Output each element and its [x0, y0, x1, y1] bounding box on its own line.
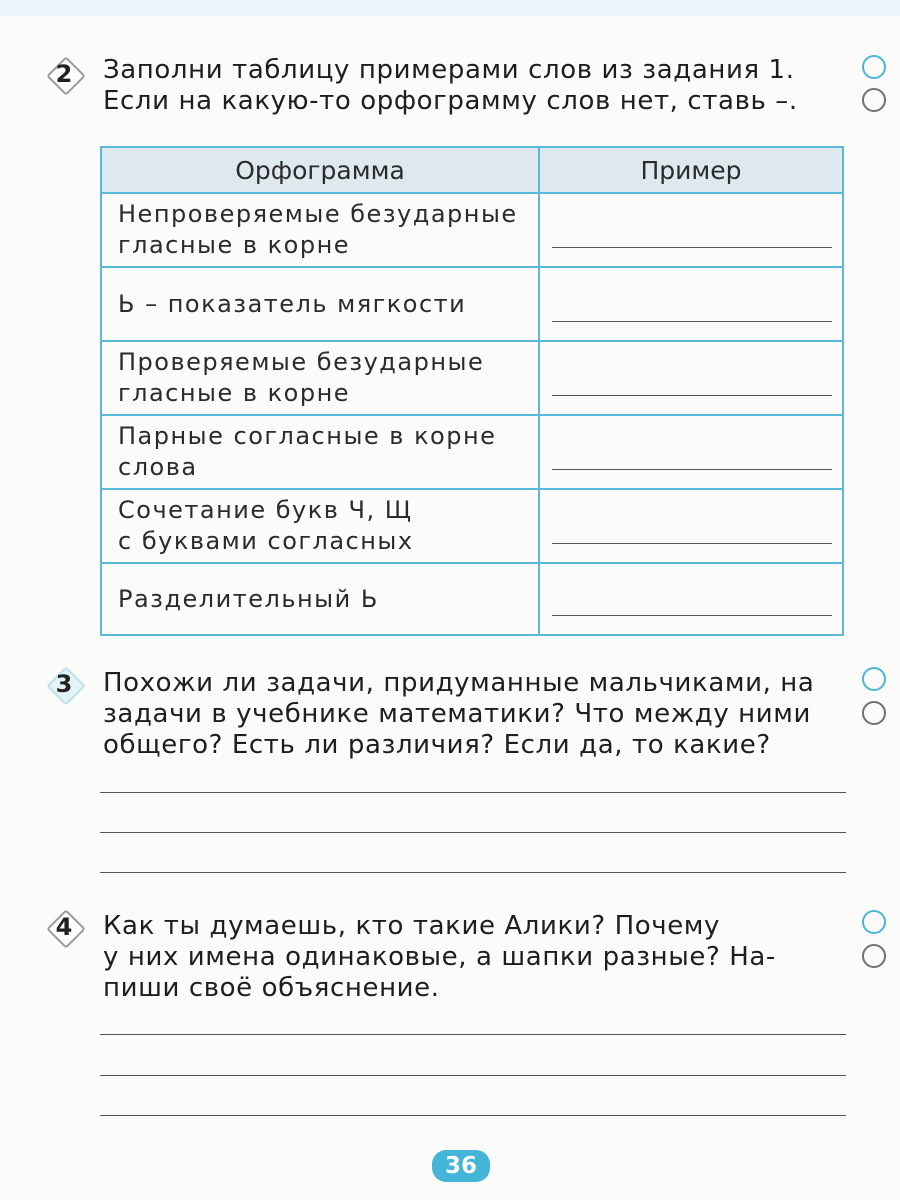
row-label-line: гласные в корне: [118, 379, 351, 407]
answer-line: [552, 615, 832, 616]
task-2-line-2: Если на какую-то орфограмму слов нет, ставь –.: [103, 86, 798, 116]
spelling-table: [100, 146, 844, 636]
top-strip: [0, 0, 900, 16]
table-row-label: [102, 490, 540, 564]
self-check-circle-blue[interactable]: [862, 667, 886, 691]
row-label-line: Ь – показатель мягкости: [118, 289, 467, 318]
self-check-circle-grey[interactable]: [862, 701, 886, 725]
task-4-line-2: у них имена одинаковые, а шапки разные? На-: [103, 942, 776, 972]
answer-line: [552, 543, 832, 544]
writing-line[interactable]: [100, 1075, 846, 1076]
table-header-example: Пример: [540, 148, 842, 194]
task-number-badge: [47, 910, 81, 944]
task-4-text: [103, 911, 845, 1004]
answer-line: [552, 247, 832, 248]
row-label-line: Парные согласные в корне: [118, 422, 497, 450]
task-2-line-1: Заполни таблицу примерами слов из задания 1.: [103, 55, 795, 85]
task-3-line-1: Похожи ли задачи, придуманные мальчиками, на: [103, 668, 815, 698]
table-answer-cell[interactable]: [540, 268, 842, 342]
page-number: 36: [432, 1150, 490, 1182]
task-number: 3: [55, 670, 73, 698]
table-answer-cell[interactable]: [540, 416, 842, 490]
task-3-text: [103, 668, 845, 761]
task-3-line-3: общего? Есть ли различия? Если да, то какие?: [103, 730, 771, 760]
table-answer-cell[interactable]: [540, 342, 842, 416]
task-4-line-1: Как ты думаешь, кто такие Алики? Почему: [103, 911, 720, 941]
table-row-label: [102, 416, 540, 490]
table-row-label: [102, 194, 540, 268]
writing-line[interactable]: [100, 832, 846, 833]
table-row-label: [102, 564, 540, 634]
row-label-line: Сочетание букв Ч, Щ: [118, 496, 413, 524]
row-label-line: с буквами согласных: [118, 527, 414, 555]
table-row-label: [102, 342, 540, 416]
writing-line[interactable]: [100, 792, 846, 793]
table-header-orthogram: Орфограмма: [102, 148, 540, 194]
row-label-line: Проверяемые безударные: [118, 348, 485, 376]
self-check-circle-grey[interactable]: [862, 88, 886, 112]
answer-line: [552, 321, 832, 322]
row-label-line: Непроверяемые безударные: [118, 200, 518, 228]
table-answer-cell[interactable]: [540, 490, 842, 564]
task-2-text: [103, 55, 845, 117]
writing-line[interactable]: [100, 1034, 846, 1035]
table-answer-cell[interactable]: [540, 194, 842, 268]
writing-line[interactable]: [100, 1115, 846, 1116]
task-3-line-2: задачи в учебнике математики? Что между ними: [103, 699, 811, 729]
task-number: 2: [55, 60, 73, 88]
self-check-circle-grey[interactable]: [862, 944, 886, 968]
self-check-circle-blue[interactable]: [862, 910, 886, 934]
row-label-line: гласные в корне: [118, 231, 351, 259]
task-number: 4: [55, 913, 73, 941]
answer-line: [552, 395, 832, 396]
task-4-line-3: пиши своё объяснение.: [103, 973, 440, 1003]
table-row-label: [102, 268, 540, 342]
writing-line[interactable]: [100, 872, 846, 873]
self-check-circle-blue[interactable]: [862, 55, 886, 79]
task-number-badge: [47, 667, 81, 701]
row-label-line: слова: [118, 453, 198, 481]
row-label-line: Разделительный Ь: [118, 584, 379, 613]
task-number-badge: [47, 57, 81, 91]
table-answer-cell[interactable]: [540, 564, 842, 634]
answer-line: [552, 469, 832, 470]
